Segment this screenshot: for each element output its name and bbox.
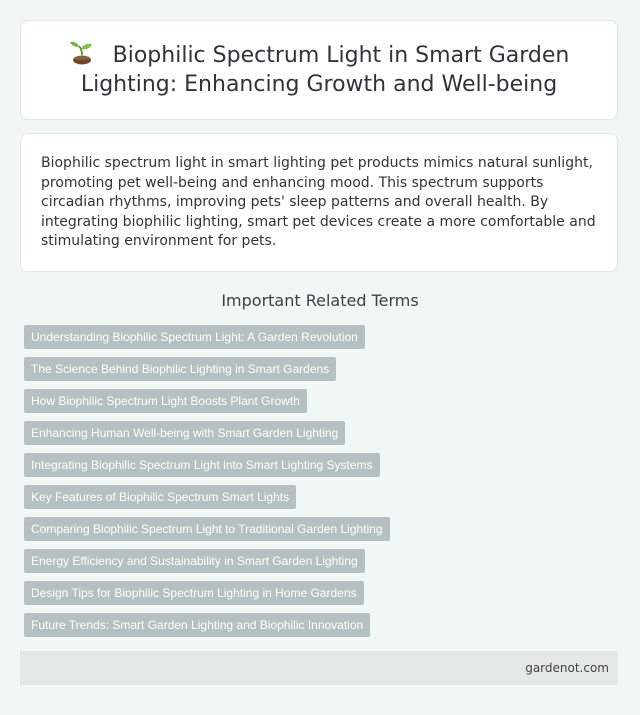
related-terms-list bbox=[24, 325, 616, 645]
related-term-link[interactable]: Design Tips for Biophilic Spectrum Lighting in Home Gardens bbox=[24, 581, 364, 605]
related-term-link[interactable]: Energy Efficiency and Sustainability in Smart Garden Lighting bbox=[24, 549, 365, 573]
related-terms-heading: Important Related Terms bbox=[221, 291, 419, 310]
footer-bar bbox=[20, 651, 618, 685]
summary-text: Biophilic spectrum light in smart lighting pet products mimics natural sunlight, promoting pet well-being and enhancing mood. This spectrum supports circadian rhythms, improving pets' sleep patterns and overall health. By integrating biophilic lighting, smart pet devices create a more comfortable and stimulating environment for pets. bbox=[41, 155, 596, 250]
related-term-link[interactable]: How Biophilic Spectrum Light Boosts Plant Growth bbox=[24, 389, 307, 413]
footer-site-link[interactable]: gardenot.com bbox=[525, 661, 609, 675]
related-term-link[interactable]: Future Trends: Smart Garden Lighting and Biophilic Innovation bbox=[24, 613, 370, 637]
related-term-link[interactable]: Understanding Biophilic Spectrum Light: A Garden Revolution bbox=[24, 325, 365, 349]
related-term-link[interactable]: Key Features of Biophilic Spectrum Smart Lights bbox=[24, 485, 296, 509]
related-term-link[interactable]: The Science Behind Biophilic Lighting in Smart Gardens bbox=[24, 357, 336, 381]
page-title-text: Biophilic Spectrum Light in Smart Garden Lighting: Enhancing Growth and Well-being bbox=[80, 43, 570, 97]
summary-card bbox=[20, 133, 618, 272]
related-term-link[interactable]: Comparing Biophilic Spectrum Light to Traditional Garden Lighting bbox=[24, 517, 390, 541]
seedling-icon bbox=[69, 41, 95, 65]
page-title bbox=[51, 41, 587, 99]
related-term-link[interactable]: Integrating Biophilic Spectrum Light into Smart Lighting Systems bbox=[24, 453, 380, 477]
related-term-link[interactable]: Enhancing Human Well-being with Smart Garden Lighting bbox=[24, 421, 345, 445]
title-card bbox=[20, 20, 618, 120]
